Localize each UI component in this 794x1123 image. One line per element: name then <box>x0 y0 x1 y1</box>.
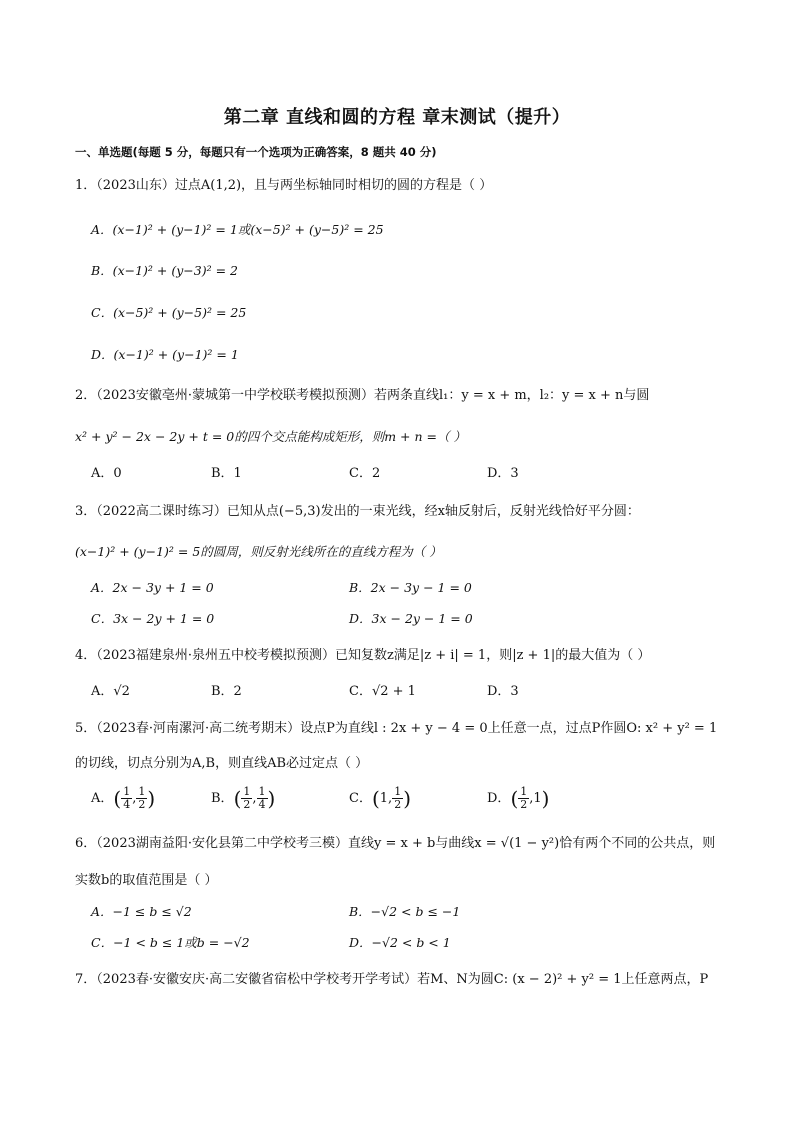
question-1-option-a[interactable]: A．(x−1)² + (y−1)² = 1或(x−5)² + (y−5)² = 25 <box>91 222 384 237</box>
question-3-option-b[interactable]: B．2x − 3y − 1 = 0 <box>349 580 472 595</box>
question-6-option-a[interactable]: A．−1 ≤ b ≤ √2 <box>91 904 192 919</box>
question-1-option-c[interactable]: C．(x−5)² + (y−5)² = 25 <box>91 305 247 320</box>
question-7-stem: 7．（2023春·安徽安庆·高二安徽省宿松中学校考开学考试）若M、N为圆C: (x − 2)² + y² = 1上任意两点，P <box>75 972 709 987</box>
question-4-option-b[interactable]: B．2 <box>211 684 242 699</box>
paren-open: ( <box>233 786 242 811</box>
question-2-option-a[interactable]: A．0 <box>91 466 122 481</box>
question-5-option-d[interactable]: D．( $\frac{1}{2}$ ,1) <box>487 785 550 811</box>
question-6-option-b[interactable]: B．−√2 < b ≤ −1 <box>349 904 461 919</box>
question-1-option-b[interactable]: B．(x−1)² + (y−3)² = 2 <box>91 263 238 278</box>
fraction: $\frac{1}{4}$ <box>123 785 131 811</box>
question-2-stem-line1: 2．（2023安徽亳州·蒙城第一中学校联考模拟预测）若两条直线l₁：y = x + m，l₂：y = x + n与圆 <box>75 388 650 403</box>
question-2-option-c[interactable]: C．2 <box>349 466 381 481</box>
fraction: $\frac{1}{2}$ <box>520 785 528 811</box>
question-5-option-b[interactable]: B．( $\frac{1}{2}$ , $\frac{1}{4}$ ) <box>211 785 276 811</box>
paren-open: ( <box>113 786 122 811</box>
option-prefix: C． <box>349 791 372 806</box>
question-1-stem: 1．（2023山东）过点A(1,2)，且与两坐标轴同时相切的圆的方程是（ ） <box>75 178 493 193</box>
fraction: $\frac{1}{4}$ <box>258 785 266 811</box>
page-title: 第二章 直线和圆的方程 章末测试（提升） <box>223 107 571 128</box>
question-4-option-a[interactable]: A．√2 <box>91 684 130 699</box>
fraction: $\frac{1}{2}$ <box>243 785 251 811</box>
fraction: $\frac{1}{2}$ <box>394 785 402 811</box>
question-5-option-c[interactable]: C．(1, $\frac{1}{2}$ ) <box>349 785 411 811</box>
paren-open: ( <box>510 786 519 811</box>
question-4-stem: 4．（2023福建泉州·泉州五中校考模拟预测）已知复数z满足|z + i| = 1，则|z + 1|的最大值为（ ） <box>75 648 651 663</box>
question-6-stem-line1: 6．（2023湖南益阳·安化县第二中学校考三模）直线y = x + b与曲线x = √(1 − y²)恰有两个不同的公共点，则 <box>75 836 716 851</box>
question-3-option-d[interactable]: D．3x − 2y − 1 = 0 <box>349 611 473 626</box>
paren-close: ) <box>541 786 550 811</box>
paren-close: ) <box>147 786 156 811</box>
question-3-stem-line1: 3．（2022高二课时练习）已知从点(−5,3)发出的一束光线，经x轴反射后，反射光线恰好平分圆： <box>75 504 640 519</box>
question-6-option-d[interactable]: D．−√2 < b < 1 <box>349 935 451 950</box>
paren-close: ) <box>403 786 411 811</box>
question-3-option-a[interactable]: A．2x − 3y + 1 = 0 <box>91 580 214 595</box>
fraction: $\frac{1}{2}$ <box>138 785 146 811</box>
paren-open: ( <box>371 786 380 811</box>
section-heading: 一、单选题(每题 5 分，每题只有一个选项为正确答案，8 题共 40 分) <box>75 145 437 159</box>
question-2-option-b[interactable]: B．1 <box>211 466 242 481</box>
question-5-stem-line2: 的切线，切点分别为A,B，则直线AB必过定点（ ） <box>75 756 369 771</box>
question-5-option-a[interactable]: A．( $\frac{1}{4}$ , $\frac{1}{2}$ ) <box>91 785 156 811</box>
option-prefix: D． <box>487 791 511 806</box>
paren-close: ) <box>267 786 276 811</box>
question-3-option-c[interactable]: C．3x − 2y + 1 = 0 <box>91 611 215 626</box>
question-6-stem-line2: 实数b的取值范围是（ ） <box>75 873 218 888</box>
question-5-stem-line1: 5．（2023春·河南漯河·高二统考期末）设点P为直线l : 2x + y − 4 = 0上任意一点，过点P作圆O: x² + y² = 1 <box>75 721 718 736</box>
option-prefix: B． <box>211 791 234 806</box>
question-6-option-c[interactable]: C．−1 < b ≤ 1或b = −√2 <box>91 935 250 950</box>
question-2-option-d[interactable]: D．3 <box>487 466 519 481</box>
question-2-stem-line2: x² + y² − 2x − 2y + t = 0的四个交点能构成矩形，则m + n =（ ） <box>75 429 466 444</box>
option-prefix: A． <box>91 791 114 806</box>
question-1-option-d[interactable]: D．(x−1)² + (y−1)² = 1 <box>91 347 239 362</box>
question-4-option-d[interactable]: D．3 <box>487 684 519 699</box>
question-4-option-c[interactable]: C．√2 + 1 <box>349 684 416 699</box>
question-3-stem-line2: (x−1)² + (y−1)² = 5的圆周，则反射光线所在的直线方程为（ ） <box>75 544 442 559</box>
